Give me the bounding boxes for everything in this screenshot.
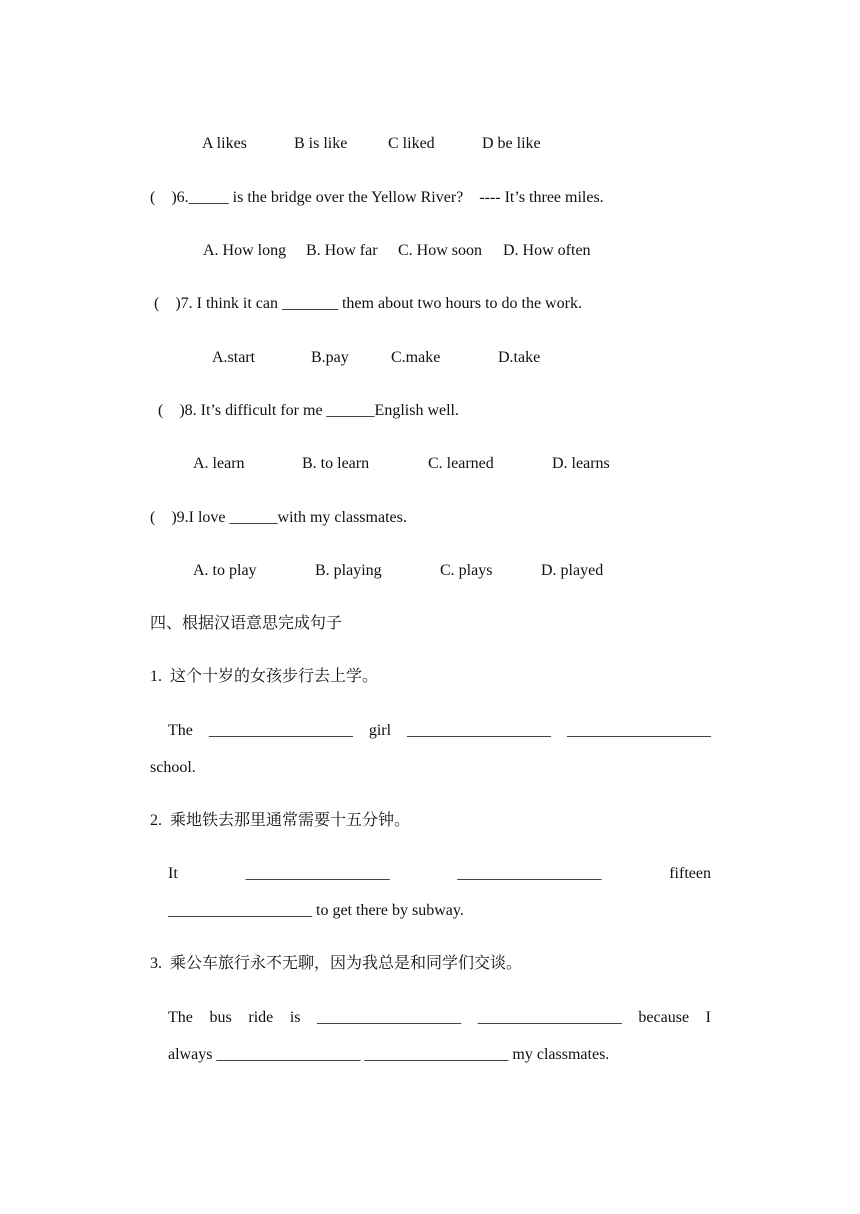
q9-option-a: A. to play [193, 562, 257, 579]
section-heading: 四、根据汉语意思完成句子 [150, 615, 343, 632]
item-1-line-1 [168, 721, 711, 741]
item-2-line-2: __________________ to get there by subway. [168, 902, 464, 919]
q5-option-d: D be like [482, 135, 541, 152]
q5-option-a: A likes [202, 135, 247, 152]
q6-option-d: D. How often [503, 242, 591, 259]
q9-option-d: D. played [541, 562, 604, 579]
q8-option-c: C. learned [428, 455, 494, 472]
answer-blank[interactable]: __________________ [208, 722, 353, 739]
q8-option-a: A. learn [193, 455, 245, 472]
answer-blank[interactable]: __________________ [407, 722, 551, 739]
q8-option-b: B. to learn [302, 455, 370, 472]
q5-option-b: B is like [294, 135, 348, 152]
q9-option-c: C. plays [440, 562, 493, 579]
answer-blank[interactable]: __________________ [457, 865, 602, 882]
q8-stem: ( )8. It’s difficult for me ______English well. [158, 402, 459, 419]
item-3-word: The [168, 1009, 193, 1026]
q6-option-b: B. How far [306, 242, 378, 259]
q8-option-d: D. learns [552, 455, 610, 472]
item-3-word: is [289, 1009, 301, 1026]
answer-blank[interactable]: __________________ [245, 865, 390, 882]
item-3-prompt: 3. 乘公车旅行永不无聊，因为我总是和同学们交谈。 [150, 955, 523, 972]
item-1-line-2: school. [150, 759, 196, 776]
item-3-word: I [705, 1009, 711, 1026]
q6-option-a: A. How long [203, 242, 287, 259]
item-1-prompt: 1. 这个十岁的女孩步行去上学。 [150, 668, 379, 685]
q6-stem: ( )6._____ is the bridge over the Yellow River? ---- It’s three miles. [150, 189, 604, 206]
item-2-prompt: 2. 乘地铁去那里通常需要十五分钟。 [150, 812, 411, 829]
answer-blank[interactable]: __________________ [566, 722, 711, 739]
item-3-line-1 [168, 1008, 711, 1028]
q7-stem: ( )7. I think it can _______ them about two hours to do the work. [154, 295, 582, 312]
item-3-word: bus [209, 1009, 232, 1026]
item-2-word: fifteen [669, 865, 711, 882]
item-3-word: because [638, 1009, 690, 1026]
q7-option-a: A.start [212, 349, 256, 366]
q9-stem: ( )9.I love ______with my classmates. [150, 509, 407, 526]
item-1-word: girl [368, 722, 392, 739]
q9-option-b: B. playing [315, 562, 382, 579]
q5-option-c: C liked [388, 135, 435, 152]
q7-option-b: B.pay [311, 349, 349, 366]
item-3-line-2: always __________________ __________________ my classmates. [168, 1046, 610, 1063]
item-3-word: ride [248, 1009, 274, 1026]
item-1-word: The [168, 722, 193, 739]
q6-option-c: C. How soon [398, 242, 483, 259]
q7-option-d: D.take [498, 349, 541, 366]
item-2-word: It [168, 865, 178, 882]
answer-blank[interactable]: __________________ [317, 1009, 462, 1026]
answer-blank[interactable]: __________________ [477, 1009, 622, 1026]
q7-option-c: C.make [391, 349, 441, 366]
item-2-line-1 [168, 864, 711, 884]
